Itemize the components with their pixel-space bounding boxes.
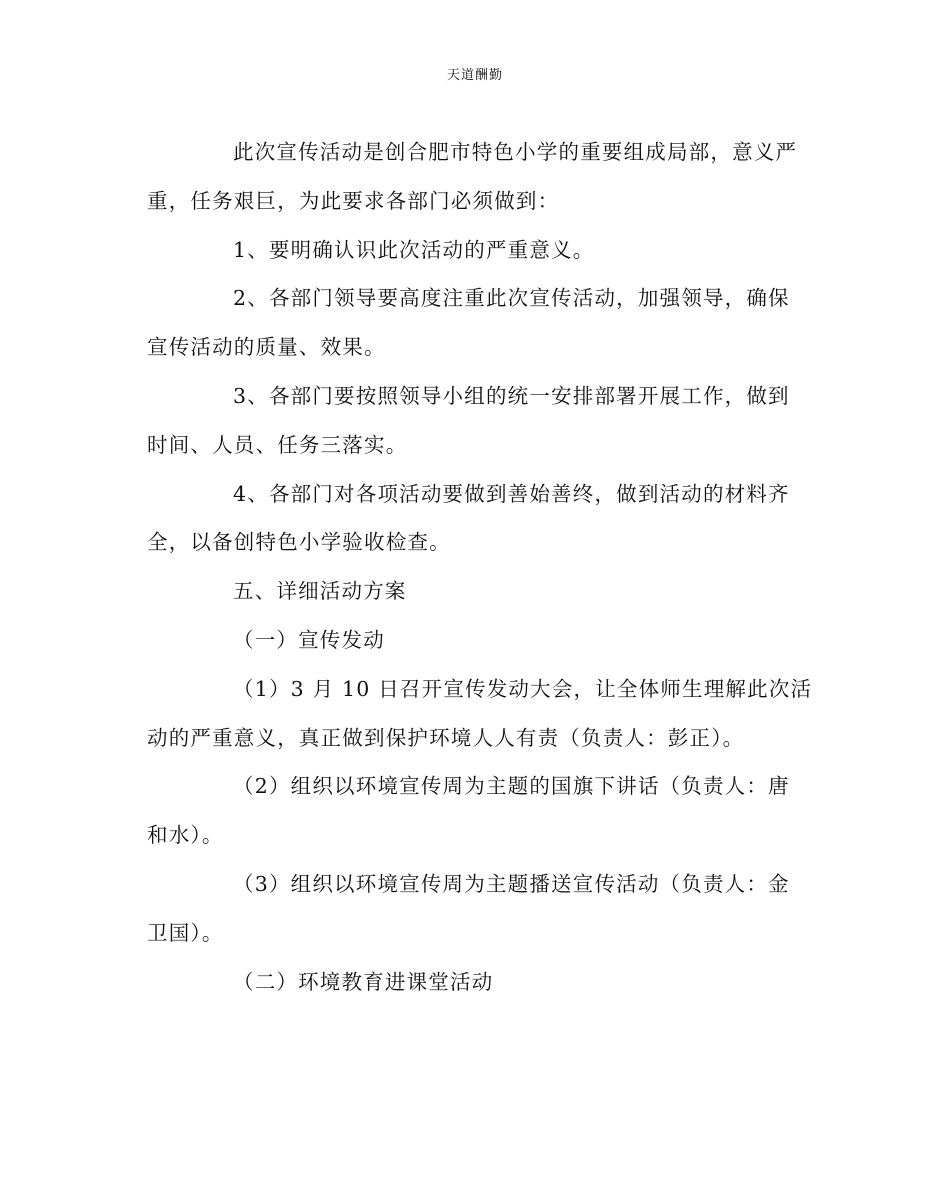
text-line: 2、各部门领导要高度注重此次宣传活动，加强领导，确保 <box>233 286 790 311</box>
text-line: 重，任务艰巨，为此要求各部门必须做到： <box>147 188 560 213</box>
text-line: 和水）。 <box>147 823 224 848</box>
paragraph <box>147 226 803 275</box>
text-line: 1、要明确认识此次活动的严重意义。 <box>233 237 595 262</box>
text-line: 3、各部门要按照领导小组的统一安排部署开展工作，做到 <box>233 383 790 408</box>
text-line: 此次宣传活动是创合肥市特色小学的重要组成局部，意义严 <box>233 140 798 164</box>
subsection-heading <box>147 958 803 1007</box>
paragraph <box>147 128 803 226</box>
document-body <box>147 128 813 1006</box>
text-line: 卫国）。 <box>147 920 224 945</box>
subsection-heading <box>147 616 803 665</box>
paragraph <box>147 665 813 763</box>
paragraph <box>147 470 803 568</box>
paragraph <box>147 762 803 860</box>
text-line: 4、各部门对各项活动要做到善始善终，做到活动的材料齐 <box>233 481 790 506</box>
text-line: 宣传活动的质量、效果。 <box>147 335 386 360</box>
text-line: （一）宣传发动 <box>233 627 385 652</box>
text-line: （3）组织以环境宣传周为主题播送宣传活动（负责人：金 <box>233 871 790 896</box>
page-header: 天道酬勤 <box>446 68 503 83</box>
text-line: 五、详细活动方案 <box>233 579 407 604</box>
text-line: （二）环境教育进课堂活动 <box>233 969 494 994</box>
text-line: （1）3 月 10 日召开宣传发动大会，让全体师生理解此次活 <box>233 676 813 701</box>
paragraph <box>147 860 803 958</box>
text-line: 全，以备创特色小学验收检查。 <box>147 530 451 555</box>
text-line: 时间、人员、任务三落实。 <box>147 432 408 457</box>
paragraph <box>147 372 803 470</box>
text-line: 动的严重意义，真正做到保护环境人人有责（负责人：彭正）。 <box>147 725 745 750</box>
section-heading <box>147 567 803 616</box>
text-line: （2）组织以环境宣传周为主题的国旗下讲话（负责人：唐 <box>233 774 790 799</box>
paragraph <box>147 274 803 372</box>
